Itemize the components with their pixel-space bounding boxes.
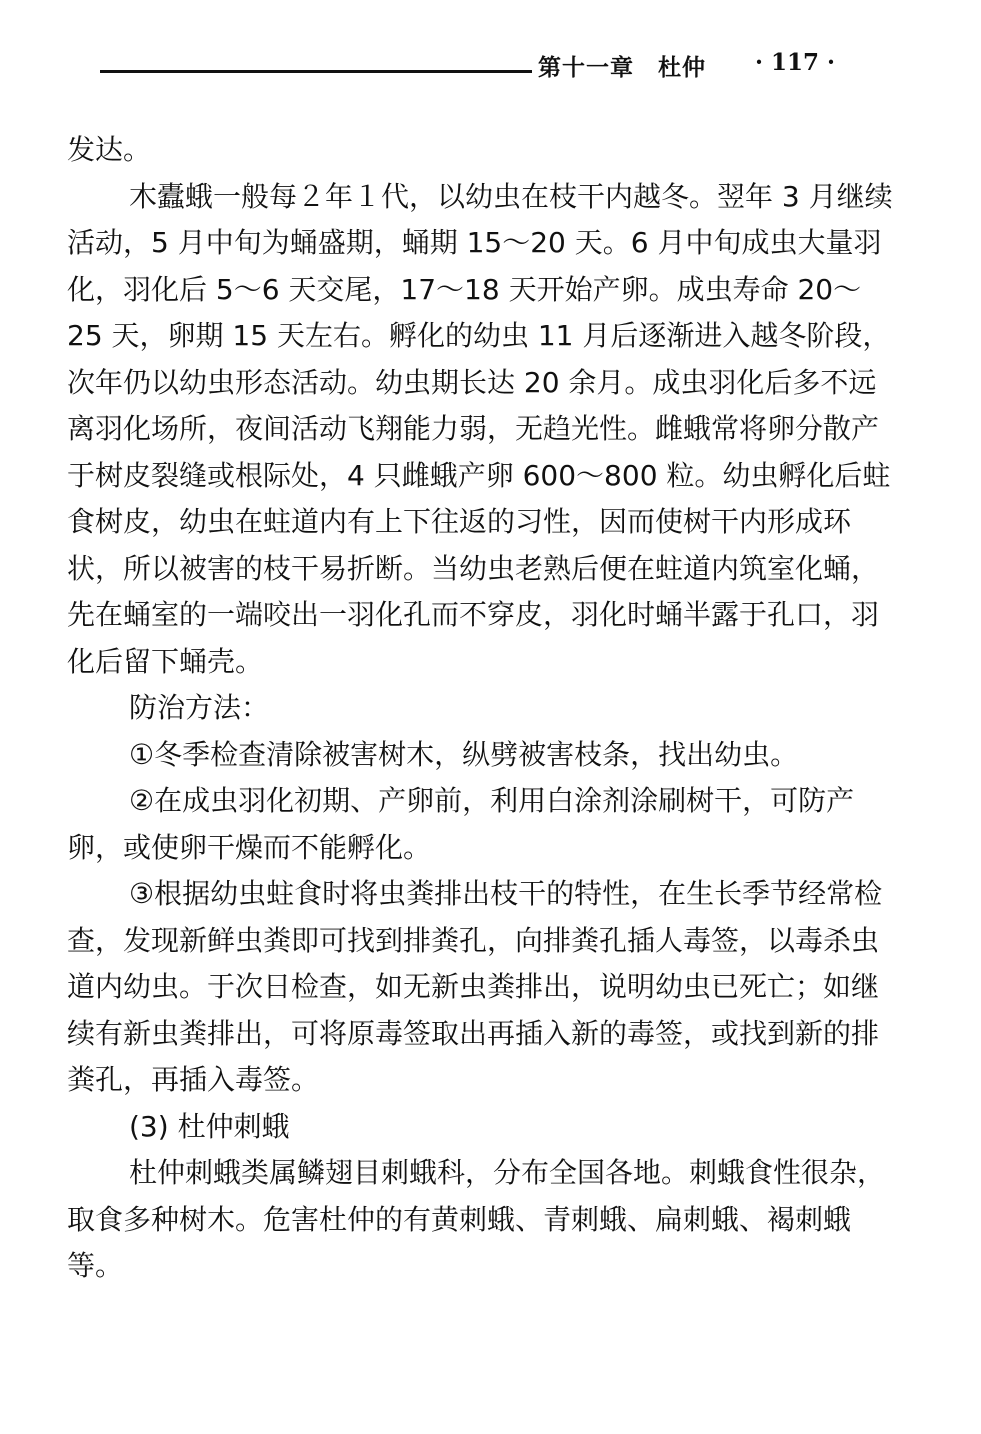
control-method-1: ①冬季检查清除被害树木，纵劈被害枝条，找出幼虫。 (129, 737, 799, 771)
page-number: · 117 · (755, 49, 836, 76)
paragraph-life-cycle: 木蠹蛾一般每２年１代，以幼虫在枝干内越冬。翌年 3 月继续活动，5 月中旬为蛹盛期，蛹期 15～20 天。6 月中旬成虫大量羽化，羽化后 5～6 天交尾，17～18 天开始产卵。成虫寿命 20～25 天，卵期 15 天左右。孵化的幼虫 11 月后逐渐进入越冬阶段，次年仍以幼虫形态活动。幼虫期长达 20 余月。成虫羽化后多不远离羽化场所，夜间活动飞翔能力弱，无趋光性。雌蛾常将卵分散产于树皮裂缝或根际处，4 只雌蛾产卵 600～800 粒。幼虫孵化后蛀食树皮，幼虫在蛀道内有上下往返的习性，因而使树干内形成环状，所以被害的枝干易折断。当幼虫老熟后便在蛀道内筑室化蛹，先在蛹室的一端咬出一羽化孔而不穿皮，羽化时蛹半露于孔口，羽化后留下蛹壳。 (67, 179, 893, 678)
control-method-2: ②在成虫羽化初期、产卵前，利用白涂剂涂刷树干，可防产卵，或使卵干燥而不能孵化。 (67, 784, 855, 864)
paragraph-slug-moth: 杜仲刺蛾类属鳞翅目刺蛾科，分布全国各地。刺蛾食性很杂，取食多种树木。危害杜仲的有黄刺蛾、青刺蛾、扁刺蛾、褐刺蛾等。 (67, 1156, 886, 1282)
section-heading-eucommia-slug-moth: (3) 杜仲刺蛾 (129, 1109, 290, 1143)
control-methods-heading: 防治方法： (129, 691, 270, 724)
paragraph-continuation: 发达。 (67, 133, 152, 166)
running-header (100, 46, 860, 86)
control-method-3: ③根据幼虫蛀食时将虫粪排出枝干的特性，在生长季节经常检查，发现新鲜虫粪即可找到排粪孔，向排粪孔插人毒签，以毒杀虫道内幼虫。于次日检查，如无新虫粪排出，说明幼虫已死亡；如继续有新虫粪排出，可将原毒签取出再插入新的毒签，或找到新的排粪孔，再插入毒签。 (67, 877, 883, 1096)
chapter-title: 第十一章 杜仲 (538, 54, 706, 81)
body-text (67, 127, 893, 1290)
header-rule (100, 70, 532, 73)
